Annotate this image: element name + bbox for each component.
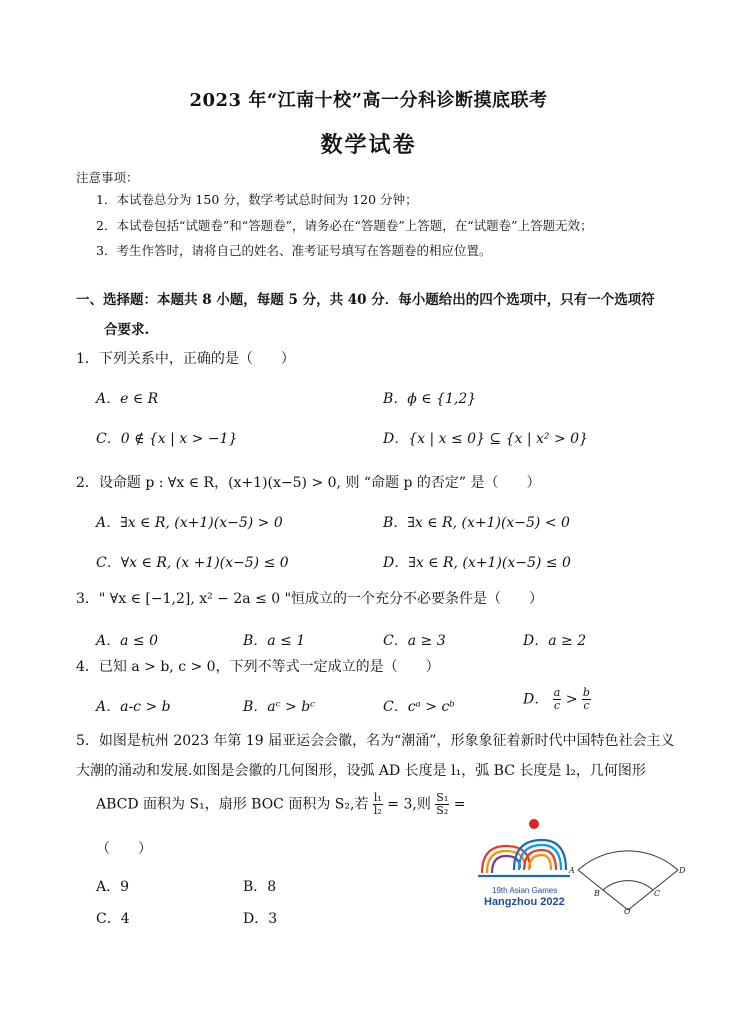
option-b: B．a ≤ 1 (243, 633, 306, 649)
option-d: D．3 (243, 911, 278, 927)
option-a: A．a-c > b (96, 699, 171, 715)
option-a: A．∃x ∈ R, (x+1)(x−5) > 0 (96, 515, 283, 531)
label-a: A (569, 866, 575, 875)
section-heading-cont: 合要求. (104, 322, 150, 338)
option-c: C．∀x ∈ R, (x +1)(x−5) ≤ 0 (96, 555, 289, 571)
question-stem: 1．下列关系中，正确的是（ ） (76, 351, 295, 367)
option-c: C．0 ∉ {x | x > −1} (96, 431, 238, 447)
note-item: 2．本试卷包括“试题卷”和“答题卷”，请务必在“答题卷”上答题，在“试题卷”上答题无效； (96, 218, 593, 233)
option-c: C．4 (96, 911, 130, 927)
option-d: D． $\frac{a}{c}$ > $\frac{b}{c}$ (523, 686, 590, 712)
label-c: C (654, 889, 661, 898)
option-a: A．9 (96, 879, 130, 895)
label-d: D (679, 866, 686, 875)
option-c: C．cᵃ > cᵇ (383, 699, 455, 715)
option-b: B．ϕ ∈ {1,2} (383, 391, 477, 407)
option-d: D．a ≥ 2 (523, 633, 587, 649)
logo-caption-1: 19th Asian Games (492, 886, 558, 895)
section-heading: 一、选择题：本题共 8 小题，每题 5 分，共 40 分．每小题给出的四个选项中，只有一个选项符 (76, 292, 655, 308)
option-b: B．aᶜ > bᶜ (243, 699, 316, 715)
answer-bracket: （ ） (96, 841, 152, 857)
question-stem-cont: ABCD 面积为 S₁，扇形 BOC 面积为 S₂,若 $\frac{\text{l₁}}{\text{l₂}}$ = 3,则 $\frac{\text{S₁}}{\text{S₂}}$ = (96, 791, 466, 817)
option-b: B．∃x ∈ R, (x+1)(x−5) < 0 (383, 515, 570, 531)
option-b: B．8 (243, 879, 277, 895)
fraction-b-over-c: $\frac{b}{c}$ (582, 686, 590, 712)
notes-heading: 注意事项： (76, 170, 139, 185)
sector-diagram (566, 830, 691, 915)
label-o: O (624, 907, 631, 915)
exam-title: 2023 年“江南十校”高一分科诊断摸底联考 (189, 90, 548, 111)
question-stem: 3．" ∀x ∈ [−1,2], x² − 2a ≤ 0 "恒成立的一个充分不必要条件是（ ） (76, 591, 544, 607)
option-a: A．e ∈ R (96, 391, 159, 407)
sector-figure-icon (566, 830, 691, 915)
logo-caption-2: Hangzhou 2022 (484, 896, 565, 908)
fraction-s1-over-s2: $\frac{\text{S₁}}{\text{S₂}}$ (436, 791, 449, 817)
asian-games-logo (474, 818, 574, 913)
question-stem: 4．已知 a > b, c > 0，下列不等式一定成立的是（ ） (76, 659, 440, 675)
label-b: B (594, 889, 600, 898)
option-d: D．{x | x ≤ 0} ⊆ {x | x² > 0} (383, 431, 588, 447)
question-stem: 5．如图是杭州 2023 年第 19 届亚运会会徽，名为“潮涌”，形象象征着新时代中国特色社会主义 (76, 733, 675, 749)
option-d: D．∃x ∈ R, (x+1)(x−5) ≤ 0 (383, 555, 571, 571)
question-stem-cont: 大潮的涌动和发展.如图是会徽的几何图形，设弧 AD 长度是 l₁，弧 BC 长度是 l₂，几何图形 (76, 763, 646, 779)
option-a: A．a ≤ 0 (96, 633, 158, 649)
option-c: C．a ≥ 3 (383, 633, 446, 649)
exam-subtitle: 数学试卷 (320, 132, 417, 158)
note-item: 1．本试卷总分为 150 分，数学考试总时间为 120 分钟； (96, 192, 418, 207)
fraction-a-over-c: $\frac{a}{c}$ (553, 686, 561, 712)
fraction-l1-over-l2: $\frac{\text{l₁}}{\text{l₂}}$ (373, 791, 382, 817)
question-stem: 2．设命题 p : ∀x ∈ R，(x+1)(x−5) > 0, 则 “命题 p 的否定” 是（ ） (76, 475, 541, 491)
note-item: 3．考生作答时，请将自己的姓名、准考证号填写在答题卷的相应位置。 (96, 243, 492, 258)
